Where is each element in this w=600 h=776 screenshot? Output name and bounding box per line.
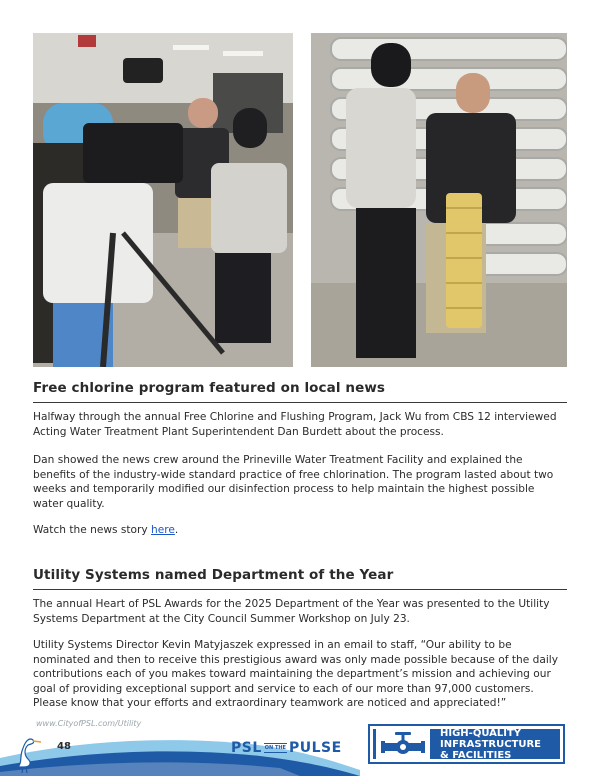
article-1-paragraph-3 (33, 523, 567, 538)
badge-line-2: INFRASTRUCTURE (440, 738, 542, 750)
badge-line-1: HIGH-QUALITY (440, 727, 522, 739)
photo-news-crew (33, 33, 293, 367)
footer-url: www.CityofPSL.com/Utility (36, 719, 142, 728)
badge-inner (373, 729, 560, 759)
article-1-paragraph-1: Halfway through the annual Free Chlorine and Flushing Program, Jack Wu from CBS 12 interviewed Acting Water Treatment Plant Superintendent Dan Burdett about the process. (33, 411, 557, 438)
article-2-title: Utility Systems named Department of the Year (33, 567, 394, 583)
logo-pulse-text: PULSE (288, 740, 342, 756)
logo-psl-text: PSL (231, 740, 262, 756)
article-2-divider (33, 589, 567, 590)
photo-filter-demo (311, 33, 567, 367)
news-story-link[interactable]: here (151, 524, 175, 536)
article-2-paragraph-1: The annual Heart of PSL Awards for the 2025 Department of the Year was presented to the Utility Systems Department at the City Council Summer Workshop on July 23. (33, 598, 550, 625)
article-2-paragraph-2: Utility Systems Director Kevin Matyjaszek expressed in an email to staff, “Our ability to be nominated and then to receive this prestigious award was only made possible because of the daily contributions each of you makes toward maintaining the department’s mission and achieving our goal of providing exceptional support and service to each of our more than 97,000 customers. Please know that your efforts and extraordinary teamwork are noticed and appreciated!” (33, 639, 558, 710)
page-number: 48 (57, 741, 71, 752)
infrastructure-badge (368, 724, 565, 764)
watch-suffix: . (174, 524, 179, 536)
valve-icon-graphic (380, 731, 426, 757)
psl-on-the-pulse-logo (231, 739, 342, 757)
logo-onthe-text: ON THE (264, 745, 286, 751)
badge-line-3: & FACILITIES (440, 749, 512, 761)
heron-logo-icon (10, 735, 42, 773)
article-1-title: Free chlorine program featured on local news (33, 380, 386, 396)
article-1-divider (33, 402, 567, 403)
article-1-paragraph-2: Dan showed the news crew around the Prineville Water Treatment Facility and explained the benefits of the industry-wide standard practice of free chlorination. The program lasted about two weeks and temporarily modified our disinfection process to help maintain the highest possible water quality. (33, 454, 554, 510)
photo-news-crew-image (33, 33, 293, 367)
photo-filter-demo-image (311, 33, 567, 367)
badge-text (430, 728, 541, 761)
watch-prefix: Watch the news story (33, 524, 152, 536)
valve-icon (376, 729, 430, 759)
